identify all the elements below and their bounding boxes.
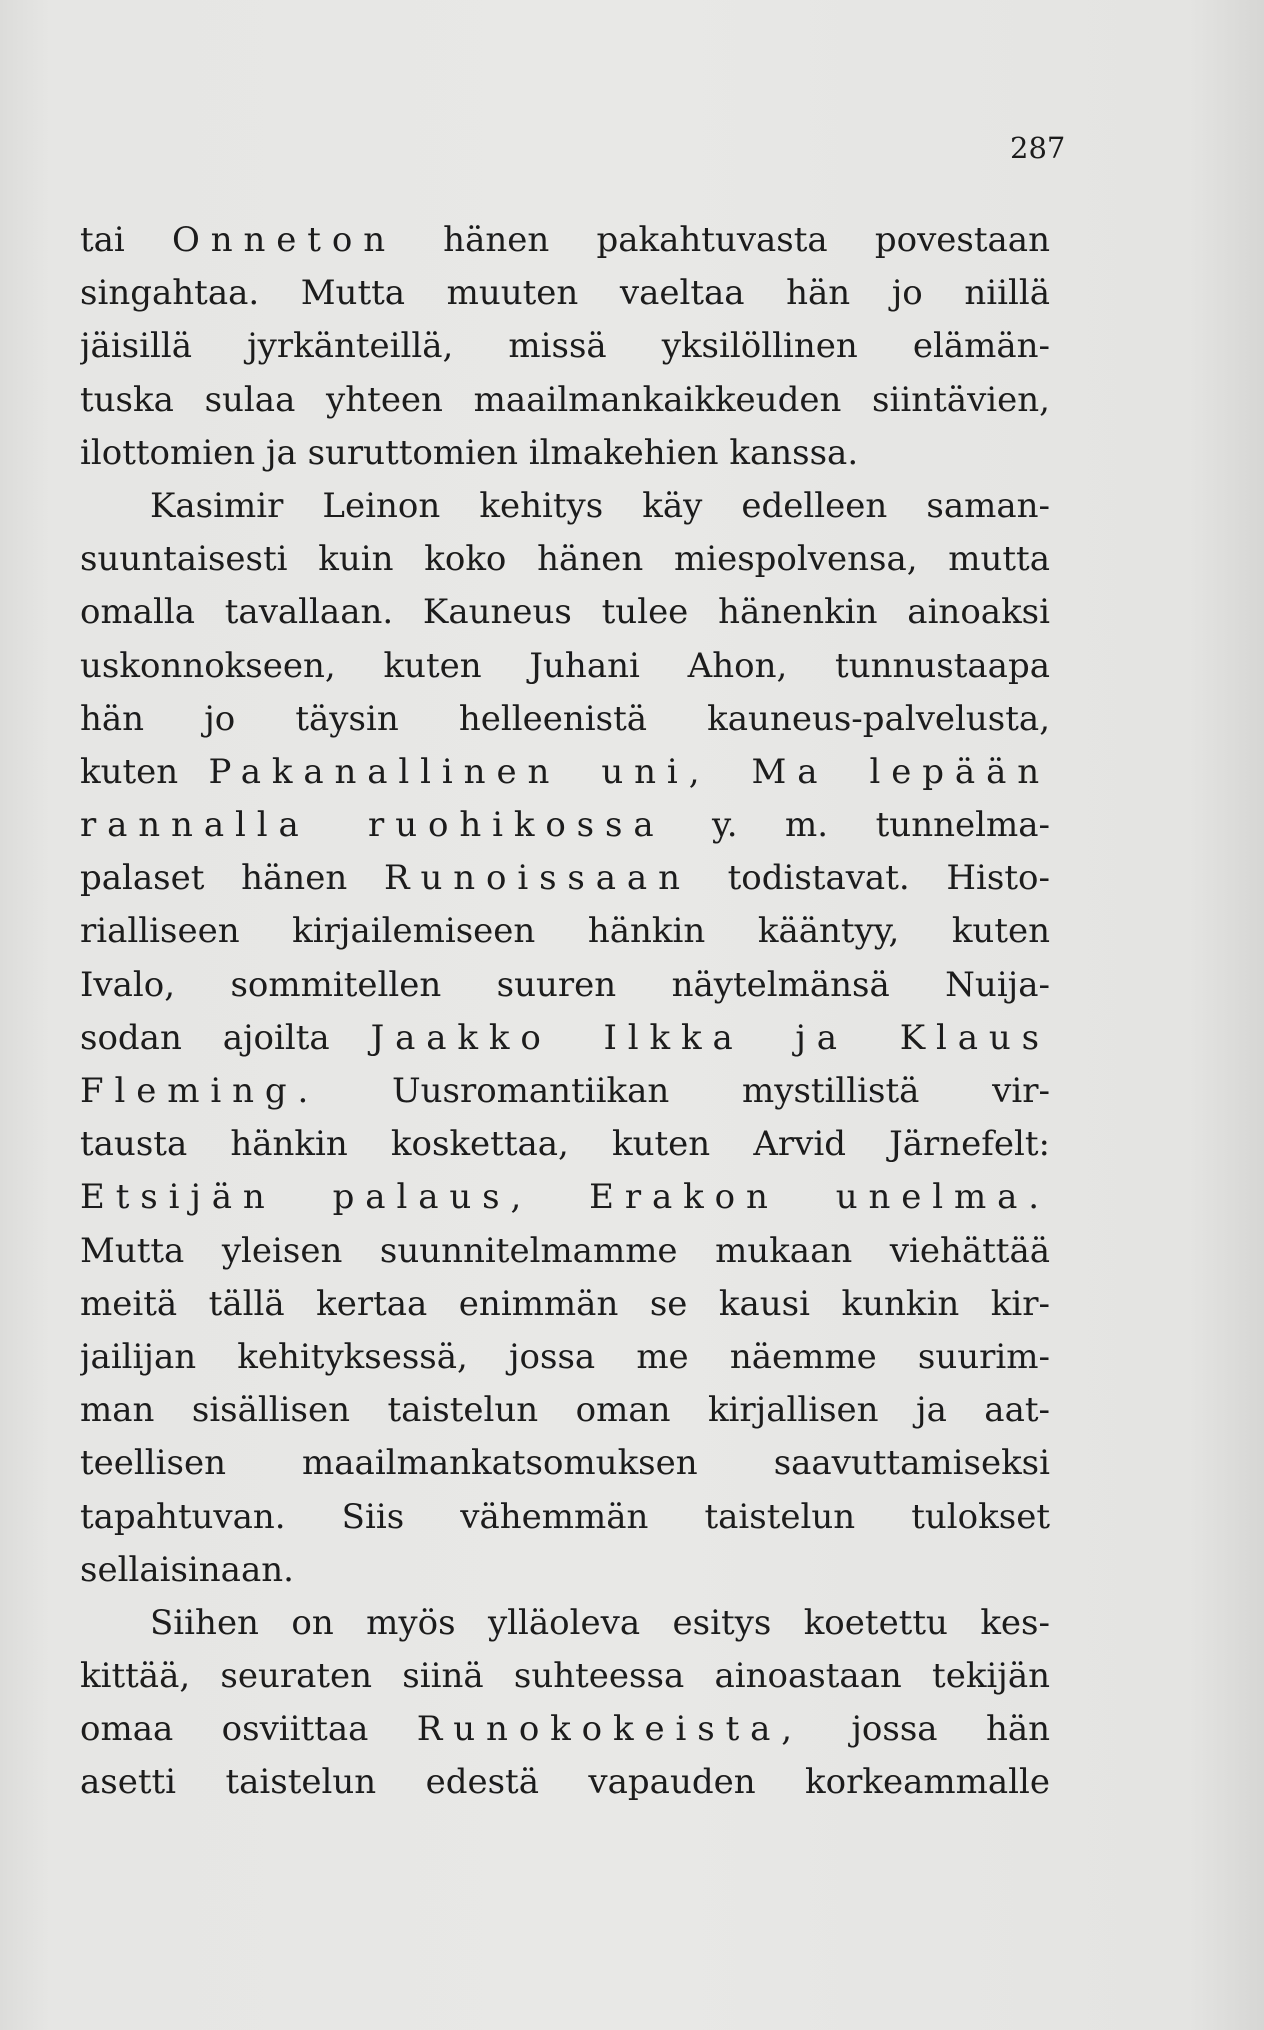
spaced-emphasis-text: rannalla ruohikossa — [80, 805, 665, 846]
text-segment: Siihen on myös ylläoleva esitys koetettu kes- — [150, 1602, 1050, 1643]
text-segment: singahtaa. Mutta muuten vaeltaa hän jo niillä — [80, 273, 1050, 314]
text-segment: Kasimir Leinon kehitys käy edelleen saman- — [150, 485, 1050, 526]
text-line — [80, 1331, 1050, 1384]
text-line — [80, 1278, 1050, 1331]
spaced-emphasis-text: Runoissaan — [383, 858, 691, 899]
text-line — [80, 267, 1050, 320]
text-line — [80, 480, 1050, 533]
text-line — [80, 1597, 1050, 1650]
text-segment: todistavat. Histo- — [690, 858, 1050, 899]
text-segment: Uusromantiikan mystillistä vir- — [319, 1071, 1050, 1111]
text-segment: ilottomien ja suruttomien ilmakehien kanssa. — [80, 432, 859, 473]
text-line — [80, 1384, 1050, 1437]
text-line — [80, 959, 1050, 1012]
text-line — [80, 852, 1050, 905]
text-segment: meitä tällä kertaa enimmän se kausi kunkin kir- — [80, 1283, 1050, 1324]
spaced-emphasis-text: Runokokeista, — [416, 1709, 803, 1750]
text-line — [80, 1171, 1050, 1224]
text-line — [80, 1544, 1050, 1597]
text-segment: palaset hänen — [80, 858, 384, 899]
text-line — [80, 1225, 1050, 1278]
text-line — [80, 1491, 1050, 1544]
text-segment: jäisillä jyrkänteillä, missä yksilöllinen elämän- — [80, 326, 1050, 367]
spaced-emphasis-text: Onneton — [172, 220, 396, 260]
page-number: 287 — [1010, 131, 1066, 165]
spaced-emphasis-text: Etsijän palaus, Erakon unelma. — [80, 1177, 1050, 1218]
spaced-emphasis-text: Jaakko Ilkka ja Klaus — [370, 1017, 1050, 1058]
spaced-emphasis-text: Fleming. — [80, 1071, 320, 1111]
text-line — [80, 427, 1050, 480]
spaced-emphasis-text: Pakanallinen uni, Ma lepään — [208, 751, 1050, 792]
text-segment: Ivalo, sommitellen suuren näytelmänsä Nuija- — [80, 964, 1050, 1005]
text-segment: jossa hän — [802, 1709, 1050, 1750]
body-text — [80, 214, 1050, 1810]
text-segment: tai — [80, 220, 172, 260]
text-segment: Mutta yleisen suunnitelmamme mukaan viehättää — [80, 1230, 1050, 1271]
text-segment: kittää, seuraten siinä suhteessa ainoastaan tekijän — [80, 1656, 1050, 1697]
text-line — [80, 905, 1050, 958]
text-line — [80, 693, 1050, 746]
text-segment: omalla tavallaan. Kauneus tulee hänenkin ainoaksi — [80, 592, 1050, 633]
text-segment: tausta hänkin koskettaa, kuten Arvid Järnefelt: — [80, 1124, 1050, 1165]
text-line — [80, 1012, 1050, 1065]
text-line — [80, 533, 1050, 586]
text-line — [80, 1703, 1050, 1756]
text-segment: tuska sulaa yhteen maailmankaikkeuden siintävien, — [80, 379, 1050, 420]
text-segment: kuten — [80, 751, 209, 792]
text-segment: uskonnokseen, kuten Juhani Ahon, tunnustaapa — [80, 645, 1050, 686]
text-segment: jailijan kehityksessä, jossa me näemme suurim- — [80, 1336, 1050, 1377]
text-segment: y. m. tunnelma- — [664, 805, 1050, 846]
text-line — [80, 1437, 1050, 1490]
text-segment: tapahtuvan. Siis vähemmän taistelun tulokset — [80, 1496, 1050, 1537]
text-segment: asetti taistelun edestä vapauden korkeammalle — [80, 1762, 1050, 1803]
text-line — [80, 640, 1050, 693]
text-segment: sellaisinaan. — [80, 1549, 294, 1590]
text-segment: hänen pakahtuvasta povestaan — [395, 220, 1050, 260]
text-line — [80, 1118, 1050, 1171]
text-line — [80, 320, 1050, 373]
text-segment: suuntaisesti kuin koko hänen miespolvensa, mutta — [80, 539, 1050, 580]
text-segment: teellisen maailmankatsomuksen saavuttamiseksi — [80, 1443, 1050, 1484]
text-line — [80, 374, 1050, 427]
text-line — [80, 746, 1050, 799]
text-line — [80, 214, 1050, 267]
text-line — [80, 1756, 1050, 1809]
text-segment: rialliseen kirjailemiseen hänkin kääntyy, kuten — [80, 911, 1050, 952]
text-line — [80, 1650, 1050, 1703]
text-segment: man sisällisen taistelun oman kirjallisen ja aat- — [80, 1390, 1050, 1431]
text-line — [80, 586, 1050, 639]
text-segment: sodan ajoilta — [80, 1017, 371, 1058]
text-line — [80, 1065, 1050, 1118]
text-segment: omaa osviittaa — [80, 1709, 417, 1750]
text-line — [80, 799, 1050, 852]
text-segment: hän jo täysin helleenistä kauneus-palvelusta, — [80, 698, 1050, 739]
